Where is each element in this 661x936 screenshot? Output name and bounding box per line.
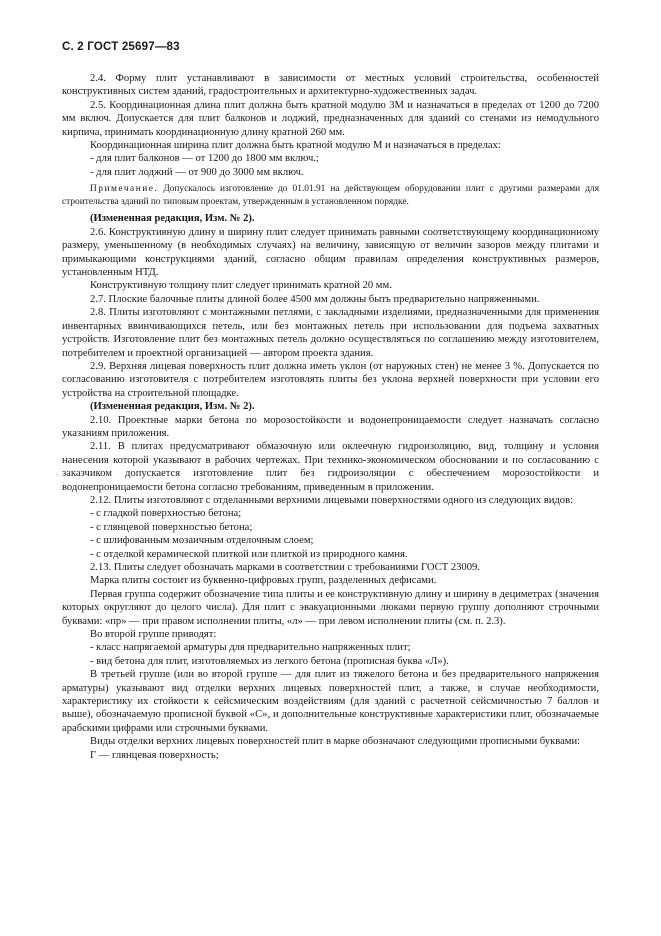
list-item: - для плит лоджий — от 900 до 3000 мм включ. — [90, 166, 304, 178]
note — [62, 183, 599, 208]
list-item: - с глянцевой поверхностью бетона; — [90, 521, 253, 533]
paragraph-second-group: Во второй группе приводят: — [90, 629, 217, 641]
paragraph-width: Координационная ширина плит должна быть кратной модулю М и назначаться в пределах: — [90, 140, 501, 152]
paragraph-2-12: 2.12. Плиты изготовляют с отделанными верхними лицевыми поверхностями одного из следующих видов: — [90, 494, 574, 506]
amendment-note: (Измененная редакция, Изм. № 2). — [90, 213, 255, 225]
paragraph-2-10: 2.10. Проектные марки бетона по морозостойкости и водонепроницаемости следует назначать согласно указаниям приложения. — [62, 414, 599, 439]
list-item: - с гладкой поверхностью бетона; — [90, 508, 242, 520]
note-label: Примечание. — [90, 184, 159, 195]
paragraph-mark: Марка плиты состоит из буквенно-цифровых групп, разделенных дефисами. — [90, 575, 437, 587]
paragraph-first-group: Первая группа содержит обозначение типа плиты и ее конструктивную длину и ширину в дециметрах (значения которых округляют до целого числа). Для плит с эвакуационными люками первую группу дополняют строчными буквами: «пр» — при правом исполнении плиты, «л» — при левом исполнении плиты (см. п. 2.3). — [62, 588, 599, 627]
paragraph-2-13: 2.13. Плиты следует обозначать марками в соответствии с требованиями ГОСТ 23009. — [90, 562, 480, 573]
paragraph-glossy: Г — глянцевая поверхность; — [90, 749, 219, 761]
list-item: - с шлифованным мозаичным отделочным слоем; — [90, 535, 314, 547]
paragraph-2-4: 2.4. Форму плит устанавливают в зависимости от местных условий строительства, особенностей конструктивных систем зданий, градостроительных и архитектурно-художественных задач. — [62, 73, 599, 98]
paragraph-finish-types: Виды отделки верхних лицевых поверхностей плит в марке обозначают следующими прописными буквами: — [90, 736, 581, 748]
paragraph-2-11: 2.11. В плитах предусматривают обмазочную или оклеечную гидроизоляцию, вид, толщину и условия нанесения которой указывают в рабочих чертежах. При технико-экономическом обосновании и по согласованию с заказчиком допускается изготовление плит без гидроизоляции с обеспечением морозостойкости и водонепроницаемости бетона согласно требованиям, приведенным в приложении. — [62, 441, 599, 493]
paragraph-2-8: 2.8. Плиты изготовляют с монтажными петлями, с закладными изделиями, предназначенными для применения инвентарных ввинчивающихся петель, или без монтажных петель при использовании для подъема захватных устройств. Изготовление плит без монтажных петель должно осуществляться по соглашению между изготовителем, потребителем и проектной организацией — автором проекта здания. — [62, 307, 599, 359]
amendment-note: (Измененная редакция, Изм. № 2). — [90, 401, 255, 413]
list-item: - класс напрягаемой арматуры для предварительно напряженных плит; — [90, 642, 411, 654]
paragraph-thickness: Конструктивную толщину плит следует принимать кратной 20 мм. — [90, 280, 392, 292]
document-body — [62, 72, 599, 762]
paragraph-2-7: 2.7. Плоские балочные плиты длиной более 4500 мм должны быть предварительно напряженными. — [90, 293, 540, 305]
page-header: С. 2 ГОСТ 25697—83 — [62, 41, 180, 53]
list-item: - для плит балконов — от 1200 до 1800 мм включ.; — [90, 153, 319, 165]
paragraph-2-6: 2.6. Конструктивную длину и ширину плит следует принимать равными соответствующему координационному размеру, уменьшенному (в необходимых случаях) на величину, зависящую от величин зазоров между плитами и примыкающими конструкциями зданий, согласно общим правилам определения конструктивных размеров, установленным НТД. — [62, 226, 599, 279]
paragraph-2-5: 2.5. Координационная длина плит должна быть кратной модулю 3М и назначаться в пределах от 1200 до 7200 мм включ. Допускается для плит балконов и лоджий, предназначенных для зданий со стенами из немодульного кирпича, принимать координационную длину кратной 260 мм. — [62, 99, 599, 138]
paragraph-2-9: 2.9. Верхняя лицевая поверхность плит должна иметь уклон (от наружных стен) не менее 3 %. Допускается по согласованию изготовителя с потребителем изготовлять плиты без уклона верхней поверхности при условии его устройства на строительной площадке. — [62, 360, 599, 399]
note-text: Допускалось изготовление до 01.01.91 на действующем оборудовании плит с другими размерами для строительства зданий по типовым проектам, утвержденным в установленном порядке. — [62, 184, 600, 207]
list-item: - вид бетона для плит, изготовляемых из легкого бетона (прописная буква «Л»). — [90, 655, 449, 667]
paragraph-third-group: В третьей группе (или во второй группе — для плит из тяжелого бетона и без предварительного напряжения арматуры) указывают вид отделки верхних лицевых поверхностей плит, а также, в случае необходимости, характеристику их стойкости к сейсмическим воздействиям (для зданий с расчетной сейсмичностью 7 баллов и выше), обозначаемую прописной буквой «С», и дополнительные конструктивные характеристики плит, обозначаемые арабскими цифрами или строчными буквами. — [62, 669, 599, 734]
list-item: - с отделкой керамической плиткой или плиткой из природного камня. — [90, 548, 408, 560]
